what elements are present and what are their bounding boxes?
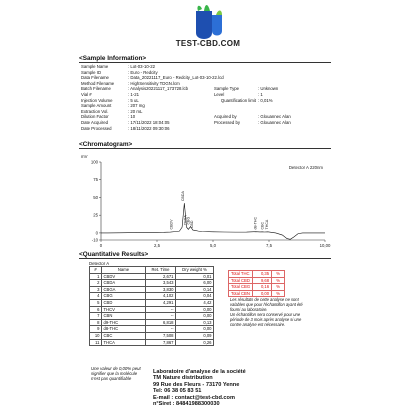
row-index: 11 (90, 339, 102, 346)
total-label: Total THC (229, 271, 253, 278)
row-dry-weight: 0,00 (176, 326, 214, 333)
field-value: : 18/11/2022 09:30:06 (128, 125, 170, 131)
results-validity-note (230, 298, 303, 327)
y-tick-label: 75 (93, 177, 98, 183)
level-value: : 1 (258, 92, 263, 97)
sample-info-title: <Sample Information> (79, 55, 147, 62)
table-row (90, 319, 214, 326)
peak-label: CBGA (183, 215, 188, 226)
total-value: 9,68 (253, 277, 272, 284)
field-label: Date Processed (81, 125, 112, 131)
col-name: Name (102, 267, 146, 274)
table-row (90, 299, 214, 306)
field-label: Date Acquired (81, 119, 108, 125)
total-label: Total CBD (229, 277, 253, 284)
y-tick-label: -10 (91, 237, 98, 243)
row-ret-time: 7,508 (146, 332, 176, 339)
logo-text: TEST-CBD.COM (175, 39, 241, 48)
note-line: contre analyse est nécessaire. (230, 321, 286, 327)
quant-limit-value: : 0,01% (258, 97, 273, 103)
field-value: : 207 mg (128, 103, 145, 109)
x-tick-label: 7,5 (266, 243, 272, 248)
row-name: CBGA (102, 286, 146, 293)
total-unit: % (272, 290, 285, 297)
row-dry-weight: 0,26 (176, 339, 214, 346)
total-row (229, 277, 285, 284)
row-index: 8 (90, 319, 102, 326)
field-value: : Lot-03-10-22 (128, 64, 155, 69)
total-value: 0,16 (253, 284, 272, 291)
lab-line: n°Siret : 84841988300030 (153, 401, 220, 408)
total-unit: % (272, 277, 285, 284)
row-index: 7 (90, 313, 102, 320)
field-value: : Analysis20221117_173728.lcb (128, 86, 189, 92)
field-label: Injection Volume (81, 97, 113, 103)
quant-detector: Detector A (89, 261, 110, 266)
quant-divider (79, 258, 331, 259)
row-dry-weight: 0,00 (176, 306, 214, 313)
row-index: 9 (90, 326, 102, 333)
note-line: fourni au laboratoire. (230, 306, 268, 312)
table-row (90, 273, 214, 280)
field-value: : HighSensitivity TDGN.lcm (128, 80, 180, 86)
field-value: : 5 uL (128, 97, 139, 103)
total-row (229, 271, 285, 278)
row-name: THCV (102, 306, 146, 313)
sample-info-values (128, 64, 224, 131)
x-tick-label: 2,5 (154, 243, 160, 248)
row-ret-time: -- (146, 326, 176, 333)
table-row (90, 339, 214, 346)
row-index: 4 (90, 293, 102, 300)
row-name: CBD (102, 299, 146, 306)
table-row (90, 313, 214, 320)
row-name: CBDA (102, 280, 146, 287)
table-row (90, 326, 214, 333)
row-dry-weight: 0,13 (176, 319, 214, 326)
row-ret-time: 3,543 (146, 280, 176, 287)
note-line: signifier que la molécule (91, 371, 138, 376)
chromatogram-divider (79, 148, 331, 149)
row-index: 5 (90, 299, 102, 306)
row-index: 10 (90, 332, 102, 339)
row-ret-time: 2,671 (146, 273, 176, 280)
row-dry-weight: 0,04 (176, 293, 214, 300)
row-index: 3 (90, 286, 102, 293)
processed-by-label: Processed by (214, 120, 241, 125)
lab-line: 99 Rue des Fleurs - 73170 Yenne (153, 381, 240, 388)
row-dry-weight: 0,00 (176, 313, 214, 320)
field-label: Vial # (81, 91, 92, 97)
note-line: Un échantillon sera conservé pour une (230, 311, 301, 317)
quant-title: <Quantitative Results> (79, 251, 149, 258)
total-label: Total CBG (229, 284, 253, 291)
sample-info-labels (81, 64, 114, 131)
total-unit: % (272, 284, 285, 291)
table-row (90, 293, 214, 300)
level-label: Level (214, 92, 225, 97)
row-ret-time: -- (146, 313, 176, 320)
lab-address (153, 369, 246, 407)
chromatogram-chart (79, 150, 331, 248)
lab-line: TM Nature distribution (153, 375, 213, 382)
y-tick-label: 0 (95, 230, 98, 236)
y-tick-label: 100 (90, 159, 98, 165)
col-ret-time: Ret. Time (146, 267, 176, 274)
chromatogram-title: <Chromatogram> (79, 141, 133, 148)
field-value: : 1-21 (128, 91, 139, 97)
field-label: Extraction Vol. (81, 108, 109, 114)
note-line: valables que pour l'échantillon ayant été (230, 301, 303, 307)
col-dry-weight: Dry weight % (176, 267, 214, 274)
row-ret-time: -- (146, 306, 176, 313)
row-dry-weight: 0,01 (176, 273, 214, 280)
table-row (90, 332, 214, 339)
field-label: Sample Name (81, 64, 109, 69)
note-line: période de 3 mois après analyse si une (230, 316, 302, 322)
total-value: 0,00 (253, 290, 272, 297)
table-row (90, 286, 214, 293)
y-unit-label: mV (81, 154, 88, 159)
y-tick-label: 25 (93, 212, 98, 218)
row-dry-weight: 6,00 (176, 280, 214, 287)
row-name: d9-THC (102, 319, 146, 326)
note-line: n'est pas quantifiable (91, 376, 132, 381)
total-label: Total CBN (229, 290, 253, 297)
row-ret-time: 4,291 (146, 299, 176, 306)
field-label: Dilution Factor (81, 114, 109, 120)
peak-label: CBG (186, 216, 191, 225)
row-index: 6 (90, 306, 102, 313)
acquired-by-value: : Glouannec Alan (258, 114, 291, 120)
lab-line: Laboratoire d'analyse de la société (153, 369, 246, 375)
chromatogram-trace (101, 203, 325, 239)
row-ret-time: 7,867 (146, 339, 176, 346)
peak-label: CBDA (180, 191, 185, 202)
totals-table (228, 270, 285, 297)
y-tick-label: 50 (93, 194, 98, 200)
note-line: Une valeur de 0,00% peut (91, 366, 141, 371)
sample-type-label: Sample Type (214, 86, 240, 92)
quant-header-row (90, 267, 214, 274)
field-value: : Data_20221117_Euro - Redcity_Lot-03-10-22.lcd (128, 75, 224, 81)
col-index: # (90, 267, 102, 274)
note-line: Les résultats de cette analyse ne sont (230, 297, 299, 302)
total-row (229, 284, 285, 291)
peak-label: d8-THC (253, 216, 258, 230)
peak-label: CBC (260, 221, 265, 230)
row-dry-weight: 0,14 (176, 286, 214, 293)
sample-type-value: : Unknown (258, 86, 279, 92)
field-label: Data Filename (81, 75, 109, 81)
peak-label: THCA (264, 219, 269, 230)
table-row (90, 306, 214, 313)
row-name: CBC (102, 332, 146, 339)
field-label: Sample Amount (81, 103, 112, 109)
field-label: Sample ID (81, 69, 102, 75)
row-dry-weight: 4,42 (176, 299, 214, 306)
row-dry-weight: 0,09 (176, 332, 214, 339)
lab-line: Tel: 06 38 05 83 51 (153, 388, 202, 395)
acquired-by-label: Acquired by (214, 114, 237, 120)
row-ret-time: 6,818 (146, 319, 176, 326)
total-unit: % (272, 271, 285, 278)
x-tick-label: 5,0 (210, 243, 216, 248)
total-value: 0,35 (253, 271, 272, 278)
table-row (90, 280, 214, 287)
field-value: : 17/11/2022 18:04:05 (128, 119, 170, 125)
sample-info-divider (79, 62, 331, 63)
field-value: : Euro - Redcity (128, 69, 158, 75)
row-name: d8-THC (102, 326, 146, 333)
lab-line: E-mail : contact@test-cbd.com (153, 394, 235, 401)
zero-value-note (91, 366, 141, 381)
x-tick-label: 0 (99, 243, 103, 248)
row-name: CBDV (102, 273, 146, 280)
row-name: CBG (102, 293, 146, 300)
field-label: Batch Filename (81, 86, 111, 92)
quant-limit-label: Quantification limit (220, 97, 256, 103)
peak-label: CBD (189, 220, 194, 229)
total-row (229, 290, 285, 297)
row-index: 1 (90, 273, 102, 280)
row-ret-time: 3,830 (146, 286, 176, 293)
peak-label: CBDV (169, 219, 174, 230)
row-index: 2 (90, 280, 102, 287)
field-value: : 10 (128, 114, 136, 120)
row-name: THCA (102, 339, 146, 346)
detector-label: Detector A 220nm (288, 165, 323, 170)
row-name: CBN (102, 313, 146, 320)
row-ret-time: 4,102 (146, 293, 176, 300)
field-value: : 20 mL (128, 108, 143, 114)
processed-by-value: : Glouannec Alan (258, 120, 291, 125)
quant-table (89, 266, 214, 346)
field-label: Method Filename (81, 80, 115, 86)
x-tick-label: 10,00 (319, 243, 331, 248)
